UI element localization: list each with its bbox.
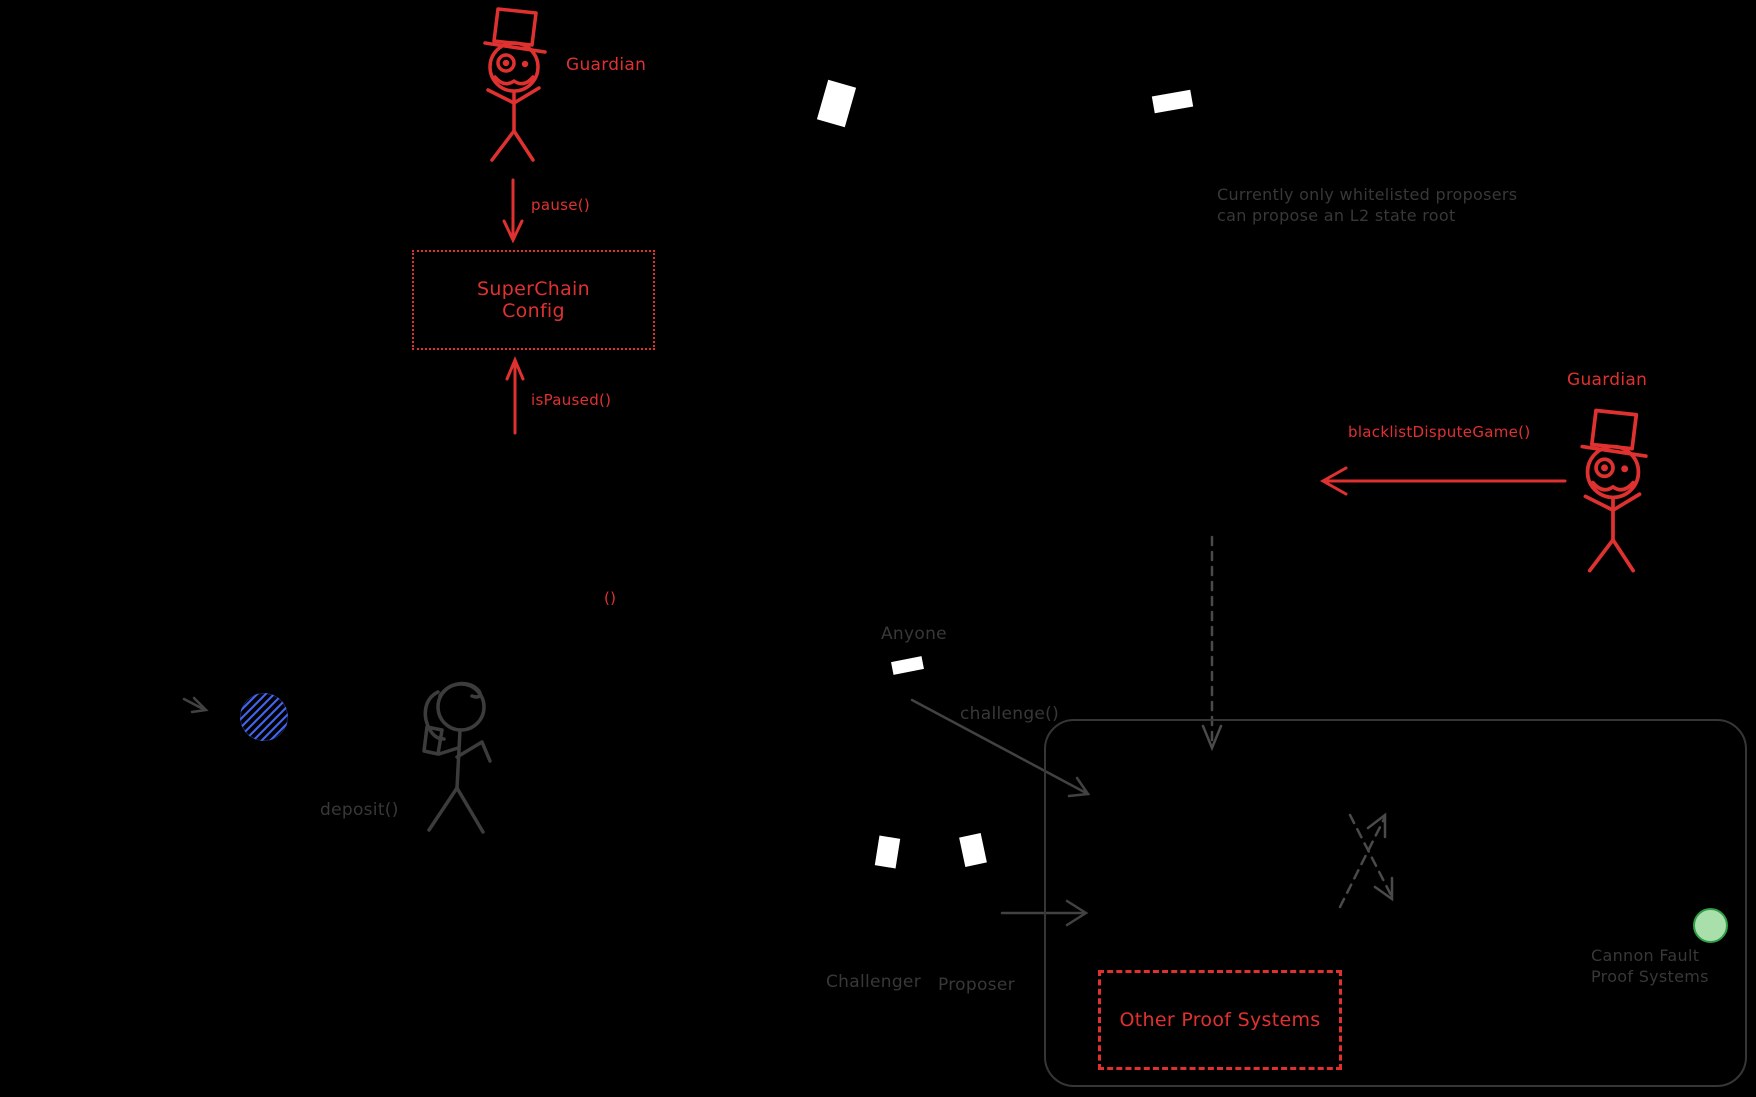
superchain-config-title-line2: Config: [502, 300, 565, 322]
anyone-label: Anyone: [881, 624, 947, 644]
eth-token-icon: [240, 693, 288, 741]
proposer-label: Proposer: [938, 975, 1015, 995]
cannon-note: [1591, 946, 1709, 988]
guardian-right-label: Guardian: [1567, 370, 1648, 390]
guardian-top-figure: [485, 9, 545, 160]
whitelisted-note-line2: can propose an L2 state root: [1217, 205, 1456, 225]
challenge-label: challenge(): [960, 704, 1060, 724]
cannon-status-dot-icon: [1693, 908, 1728, 943]
pause-label: pause(): [531, 196, 591, 214]
ispaused-label: isPaused(): [531, 391, 612, 409]
guardian-top-label: Guardian: [566, 55, 647, 75]
other-proof-systems-title: Other Proof Systems: [1119, 1009, 1321, 1031]
paren-fragment-label: (): [604, 589, 617, 607]
whitelisted-note: [1217, 185, 1517, 227]
blacklist-label: blacklistDisputeGame(): [1348, 423, 1531, 441]
ispaused-arrow: [507, 360, 523, 433]
superchain-config-title-line1: SuperChain: [477, 277, 590, 300]
challenger-label: Challenger: [826, 972, 921, 992]
create-game-dashed-arrow: [1203, 537, 1221, 748]
whitelisted-note-line1: Currently only whitelisted proposers: [1217, 185, 1518, 204]
pause-arrow: [504, 180, 522, 240]
guardian-right-figure: [1582, 411, 1646, 571]
cannon-note-line1: Cannon Fault: [1591, 946, 1700, 965]
blacklist-arrow: [1323, 468, 1565, 494]
other-proof-systems-box: [1098, 970, 1342, 1070]
deposit-label: deposit(): [320, 800, 399, 820]
cannon-note-line2: Proof Systems: [1591, 966, 1709, 986]
token-arrow-fragment: [184, 698, 206, 712]
user-figure: [424, 684, 490, 832]
superchain-config-box: [412, 250, 655, 350]
